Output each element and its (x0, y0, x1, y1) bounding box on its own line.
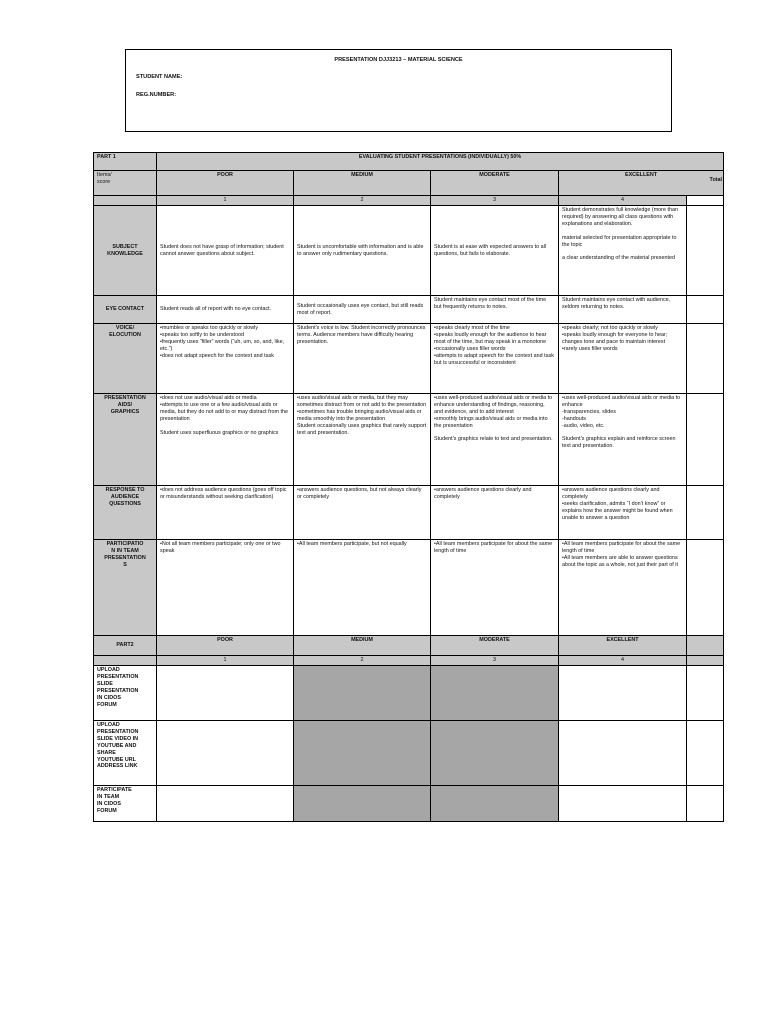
part2-score-total (687, 656, 724, 666)
reg-number-label: REG.NUMBER: (136, 92, 177, 98)
part2-item-row (94, 786, 724, 822)
criterion-poor: •mumbles or speaks too quickly or slowly •speaks too softly to be understood •frequently uses “filler” words (“uh, um, so, and, like, etc.”) •does not adapt speech for the context and task (157, 324, 294, 394)
score-row-spacer (94, 196, 157, 206)
criterion-excellent: Student maintains eye contact with audience, seldom returning to notes. (559, 296, 687, 324)
part2-score-spacer (94, 656, 157, 666)
criterion-name: PRESENTATION AIDS/ GRAPHICS (94, 394, 157, 486)
part2-levels-row (94, 636, 724, 656)
criterion-row (94, 486, 724, 540)
score-3: 3 (431, 196, 559, 206)
part2-cell-excellent (559, 786, 687, 822)
criterion-moderate: •uses well-produced audio/visual aids or media to enhance understanding of findings, reasoning, and evidence, and to add interest •smoothly brings audio/visual aids or media into the presentation Student’s graphics relate to text and presentation. (431, 394, 559, 486)
part2-item-row (94, 666, 724, 721)
part1-label: PART 1 (94, 153, 157, 171)
criterion-moderate: •All team members participate for about the same length of time (431, 540, 559, 636)
criterion-moderate: Student maintains eye contact most of the time but frequently returns to notes. (431, 296, 559, 324)
level-moderate: MODERATE (431, 171, 559, 196)
criterion-total (687, 394, 724, 486)
part2-level-medium: MEDIUM (294, 636, 431, 656)
part2-cell-poor (157, 666, 294, 721)
criterion-excellent: •answers audience questions clearly and completely •seeks clarification, admits “I don’t know” or explains how the answer might be found when unable to answer a question (559, 486, 687, 540)
criterion-name: SUBJECT KNOWLEDGE (94, 206, 157, 296)
student-name-label: STUDENT NAME: (136, 74, 183, 80)
criterion-excellent: •speaks clearly; not too quickly or slowly •speaks loudly enough for everyone to hear; changes tone and pace to maintain interest •rarely uses filler words (559, 324, 687, 394)
part1-title: EVALUATING STUDENT PRESENTATIONS (INDIVIDUALLY) 50% (157, 153, 724, 171)
part2-cell-moderate-shaded (431, 786, 559, 822)
part2-item-name: UPLOAD PRESENTATION SLIDE PRESENTATION IN CIDOS FORUM (94, 666, 157, 721)
part2-item-name: PARTICIPATE IN TEAM IN CIDOS FORUM (94, 786, 157, 822)
criterion-medium: •answers audience questions, but not always clearly or completely (294, 486, 431, 540)
level-medium: MEDIUM (294, 171, 431, 196)
criterion-medium: •uses audio/visual aids or media, but they may sometimes distract from or not add to the presentation •sometimes has trouble bringing audio/visual aids or media smoothly into the presentation Student occasionally uses graphics that rarely support text and presentation. (294, 394, 431, 486)
part2-cell-moderate-shaded (431, 666, 559, 721)
part2-item-name: UPLOAD PRESENTATION SLIDE VIDEO IN YOUTUBE AND SHARE YOUTUBE URL ADDRESS LINK (94, 721, 157, 786)
part1-title-row (94, 153, 724, 171)
part2-cell-medium-shaded (294, 786, 431, 822)
criterion-medium: Student is uncomfortable with information and is able to answer only rudimentary questions. (294, 206, 431, 296)
presentation-title: PRESENTATION DJJ3213 – MATERIAL SCIENCE (334, 57, 463, 63)
criterion-name: VOICE/ ELOCUTION (94, 324, 157, 394)
criterion-poor: •Not all team members participate; only one or two speak (157, 540, 294, 636)
criterion-row (94, 394, 724, 486)
total-label: Total (709, 177, 723, 183)
criterion-row (94, 206, 724, 296)
criterion-medium: •All team members participate, but not equally (294, 540, 431, 636)
criterion-name: PARTICIPATIO N IN TEAM PRESENTATION S (94, 540, 157, 636)
criterion-row (94, 296, 724, 324)
presentation-header-box (125, 49, 672, 132)
criterion-moderate: •speaks clearly most of the time •speaks loudly enough for the audience to hear most of the time, but may speak in a monotone •occasionally uses filler words •attempts to adapt speech for the context and task but is unsuccessful or inconsistent (431, 324, 559, 394)
criterion-total (687, 540, 724, 636)
criterion-row (94, 324, 724, 394)
items-score-label: Items/ score (94, 171, 157, 196)
part2-score-3: 3 (431, 656, 559, 666)
part2-cell-excellent (559, 666, 687, 721)
part2-level-moderate: MODERATE (431, 636, 559, 656)
score-1: 1 (157, 196, 294, 206)
part2-cell-poor (157, 786, 294, 822)
part2-cell-poor (157, 721, 294, 786)
rubric-table (93, 152, 724, 822)
part2-score-1: 1 (157, 656, 294, 666)
score-4: 4 (559, 196, 687, 206)
part2-label: PART2 (94, 636, 157, 656)
part2-level-excellent: EXCELLENT (559, 636, 687, 656)
part2-cell-total (687, 786, 724, 822)
level-poor: POOR (157, 171, 294, 196)
part2-score-4: 4 (559, 656, 687, 666)
part1-levels-row (94, 171, 724, 196)
criterion-poor: Student reads all of report with no eye contact. (157, 296, 294, 324)
criterion-row (94, 540, 724, 636)
criterion-total (687, 486, 724, 540)
part2-total-header (687, 636, 724, 656)
total-score-cell (687, 196, 724, 206)
criterion-poor: •does not address audience questions (goes off topic or misunderstands without seeking clarification) (157, 486, 294, 540)
criterion-medium: Student occasionally uses eye contact, but still reads most of report. (294, 296, 431, 324)
criterion-moderate: •answers audience questions clearly and completely (431, 486, 559, 540)
part1-score-row (94, 196, 724, 206)
part2-cell-total (687, 666, 724, 721)
part2-score-2: 2 (294, 656, 431, 666)
criterion-poor: •does not use audio/visual aids or media •attempts to use one or a few audio/visual aids or media, but they do not add to or may distract from the presentation Student uses superfluous graphics or no graphics (157, 394, 294, 486)
criterion-excellent: Student demonstrates full knowledge (more than required) by answering all class questions with explanations and elaboration. material selected for presentation appropriate to the topic a clear understanding of the material presented (559, 206, 687, 296)
criterion-moderate: Student is at ease with expected answers to all questions, but fails to elaborate. (431, 206, 559, 296)
criterion-total (687, 206, 724, 296)
criterion-excellent: •All team members participate for about the same length of time •All team members are able to answer questions about the topic as a whole, not just their part of it (559, 540, 687, 636)
part2-cell-medium-shaded (294, 666, 431, 721)
part2-item-row (94, 721, 724, 786)
part2-cell-total (687, 721, 724, 786)
criterion-name: EYE CONTACT (94, 296, 157, 324)
part2-cell-medium-shaded (294, 721, 431, 786)
criterion-total (687, 324, 724, 394)
score-2: 2 (294, 196, 431, 206)
level-excellent (559, 171, 724, 196)
criterion-medium: Student’s voice is low. Student incorrectly pronounces terms. Audience members have difficulty hearing presentation. (294, 324, 431, 394)
level-excellent-label: EXCELLENT (624, 172, 658, 178)
part2-score-row (94, 656, 724, 666)
part2-level-poor: POOR (157, 636, 294, 656)
part2-cell-excellent (559, 721, 687, 786)
criterion-name: RESPONSE TO AUDIENCE QUESTIONS (94, 486, 157, 540)
criterion-poor: Student does not have grasp of information; student cannot answer questions about subject. (157, 206, 294, 296)
part2-cell-moderate-shaded (431, 721, 559, 786)
criterion-excellent: •uses well-produced audio/visual aids or media to enhance -transparencies, slides -handouts -audio, video, etc. Student’s graphics explain and reinforce screen text and presentation. (559, 394, 687, 486)
criterion-total (687, 296, 724, 324)
